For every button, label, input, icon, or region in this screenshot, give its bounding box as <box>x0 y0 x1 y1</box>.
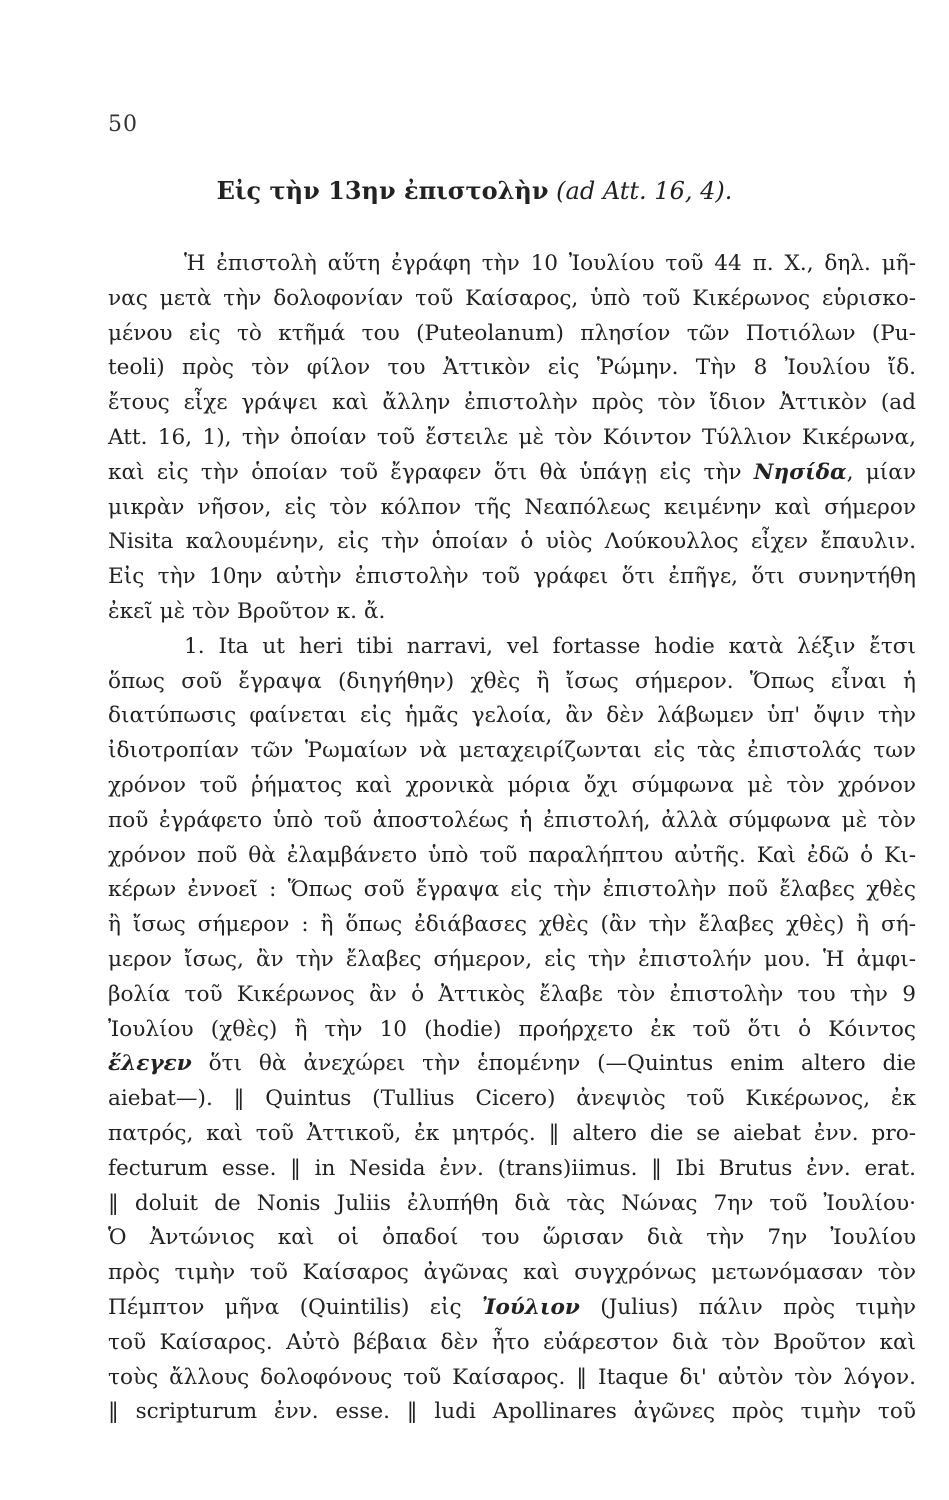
text-line <box>108 978 916 1013</box>
text-run: ἢ ἴσως σήμερον : ἢ ὅπως ἐδιάβασες χθὲς (ἂν τὴν ἔλαβες χθὲς) ἢ σή- <box>108 912 916 938</box>
text-line <box>108 734 916 769</box>
text-run: μερον ἴσως, ἂν τὴν ἔλαβες σήμερον, εἰς τὴν ἐπιστολήν μου. Ἡ ἀμφι- <box>108 946 916 972</box>
text-run: teoli) πρὸς τὸν φίλον του Ἀττικὸν εἰς Ῥώμην. Τὴν 8 Ἰουλίου ἴδ. <box>108 355 916 381</box>
text-line <box>108 1047 916 1082</box>
text-line <box>108 1187 916 1222</box>
text-line <box>108 247 916 282</box>
text-run: διατύπωσις φαίνεται εἰς ἡμᾶς γελοία, ἂν δὲν λάβωμεν ὑπ' ὄψιν τὴν <box>108 703 916 729</box>
page-number: 50 <box>108 112 138 137</box>
text-line <box>108 1082 916 1117</box>
text-run: χρόνον ποῦ θὰ ἐλαμβάνετο ὑπὸ τοῦ παραλήπτου αὐτῆς. Καὶ ἐδῶ ὁ Κι- <box>108 842 916 868</box>
text-line <box>108 804 916 839</box>
text-line <box>108 317 916 352</box>
text-run: ἰδιοτροπίαν τῶν Ῥωμαίων νὰ μεταχειρίζωνται εἰς τὰς ἐπιστολάς των <box>108 738 916 764</box>
text-run: ‖ scripturum ἐνν. esse. ‖ ludi Apollinares ἀγῶνες πρὸς τιμὴν τοῦ <box>108 1399 916 1425</box>
text-line <box>108 421 916 456</box>
section-heading <box>0 176 949 205</box>
text-line <box>108 908 916 943</box>
text-line <box>108 491 916 526</box>
text-run: Ἰουλίου (χθὲς) ἢ τὴν 10 (hodie) προήρχετο ἐκ τοῦ ὅτι ὁ Κόιντος <box>108 1016 916 1042</box>
text-line <box>108 839 916 874</box>
text-line <box>108 560 916 595</box>
text-run: , μίαν <box>846 459 916 485</box>
text-line <box>108 630 916 665</box>
text-line <box>108 1256 916 1291</box>
text-run: ὅπως σοῦ ἔγραψα (διηγήθην) χθὲς ἢ ἴσως σήμερον. Ὅπως εἶναι ἡ <box>108 668 916 694</box>
text-run: τοῦ Καίσαρος. Αὐτὸ βέβαια δὲν ἦτο εὐάρεστον διὰ τὸν Βροῦτον καὶ <box>108 1329 916 1355</box>
text-line <box>108 1291 916 1326</box>
text-run: πρὸς τιμὴν τοῦ Καίσαρος ἀγῶνας καὶ συγχρόνως μετωνόμασαν τὸν <box>108 1260 916 1286</box>
text-run: καὶ εἰς τὴν ὁποίαν τοῦ ἔγραφεν ὅτι θὰ ὑπάγῃ εἰς τὴν <box>108 459 754 485</box>
heading-reference: (ad Att. 16, 4). <box>556 177 733 205</box>
text-run: ποῦ ἐγράφετο ὑπὸ τοῦ ἀποστολέως ἡ ἐπιστολή, ἀλλὰ σύμφωνα μὲ τὸν <box>108 807 916 833</box>
text-run: ‖ doluit de Nonis Juliis ἐλυπήθη διὰ τὰς Νώνας 7ην τοῦ Ἰουλίου· <box>108 1190 916 1216</box>
text-run: (Julius) πάλιν πρὸς τιμὴν <box>579 1294 916 1320</box>
text-run: πατρός, καὶ τοῦ Ἀττικοῦ, ἐκ μητρός. ‖ altero die se aiebat ἐνν. pro- <box>108 1120 916 1146</box>
text-line <box>108 769 916 804</box>
text-run: Ὁ Ἀντώνιος καὶ οἱ ὀπαδοί του ὥρισαν διὰ τὴν 7ην Ἰουλίου <box>108 1225 916 1251</box>
text-line <box>108 1152 916 1187</box>
text-run: χρόνον τοῦ ῥήματος καὶ χρονικὰ μόρια ὄχι σύμφωνα μὲ τὸν χρόνον <box>108 772 916 798</box>
text-run: fecturum esse. ‖ in Nesida ἐνν. (trans)iimus. ‖ Ibi Brutus ἐνν. erat. <box>108 1155 916 1181</box>
text-line <box>108 1013 916 1048</box>
emphasized-word: Ἰούλιον <box>481 1294 580 1320</box>
text-line <box>108 386 916 421</box>
text-line <box>108 1395 916 1430</box>
text-run: ἔτους εἶχε γράψει καὶ ἄλλην ἐπιστολὴν πρὸς τὸν ἴδιον Ἀττικὸν (ad <box>108 390 916 416</box>
text-line <box>108 873 916 908</box>
text-run: Πέμπτον μῆνα (Quintilis) εἰς <box>108 1294 482 1320</box>
text-run: Εἰς τὴν 10ην αὐτὴν ἐπιστολὴν τοῦ γράφει ὅτι ἐπῆγε, ὅτι συνηντήθη <box>108 564 916 590</box>
text-line <box>108 282 916 317</box>
emphasized-word: ἔλεγεν <box>108 1051 192 1077</box>
text-line <box>108 1117 916 1152</box>
text-run: Ἡ ἐπιστολὴ αὕτη ἐγράφη τὴν 10 Ἰουλίου τοῦ 44 π. Χ., δηλ. μῆ- <box>184 251 916 276</box>
text-line <box>108 665 916 700</box>
text-line <box>108 351 916 386</box>
commentary-text <box>108 247 916 1430</box>
text-run: μικρὰν νῆσον, εἰς τὸν κόλπον τῆς Νεαπόλεως κειμένην καὶ σήμερον <box>108 494 916 520</box>
text-line <box>108 595 916 630</box>
text-run: aiebat—). ‖ Quintus (Tullius Cicero) ἀνεψιὸς τοῦ Κικέρωνος, ἐκ <box>108 1086 916 1112</box>
text-run: μένου εἰς τὸ κτῆμά του (Puteolanum) πλησίον τῶν Ποτιόλων (Pu- <box>108 320 916 346</box>
heading-title: Εἰς τὴν 13ην ἐπιστολὴν <box>216 176 549 205</box>
text-run: κέρων ἐννοεῖ : Ὅπως σοῦ ἔγραψα εἰς τὴν ἐπιστολὴν ποῦ ἔλαβες χθὲς <box>108 877 916 903</box>
text-run: τοὺς ἄλλους δολοφόνους τοῦ Καίσαρος. ‖ Itaque δι' αὐτὸν τὸν λόγον. <box>108 1364 916 1390</box>
text-line <box>108 525 916 560</box>
text-line <box>108 699 916 734</box>
text-line <box>108 1361 916 1396</box>
text-line <box>108 943 916 978</box>
text-line <box>108 1221 916 1256</box>
text-run: νας μετὰ τὴν δολοφονίαν τοῦ Καίσαρος, ὑπὸ τοῦ Κικέρωνος εὑρισκο- <box>108 285 916 311</box>
text-run: Att. 16, 1), τὴν ὁποίαν τοῦ ἔστειλε μὲ τὸν Κόιντον Τύλλιον Κικέρωνα, <box>108 424 916 450</box>
text-run: βολία τοῦ Κικέρωνος ἂν ὁ Ἀττικὸς ἔλαβε τὸν ἐπιστολὴν του τὴν 9 <box>108 981 916 1007</box>
text-run: ἐκεῖ μὲ τὸν Βροῦτον κ. ἄ. <box>108 598 386 624</box>
text-run: 1. Ita ut heri tibi narravi, vel fortasse hodie κατὰ λέξιν ἔτσι <box>184 633 916 659</box>
emphasized-word: Νησίδα <box>753 459 847 485</box>
text-line <box>108 1326 916 1361</box>
text-run: Nisita καλουμένην, εἰς τὴν ὁποίαν ὁ υἱὸς Λούκουλλος εἶχεν ἔπαυλιν. <box>108 529 916 555</box>
text-line <box>108 456 916 491</box>
text-run: ὅτι θὰ ἀνεχώρει τὴν ἑπομένην (—Quintus enim altero die <box>191 1051 916 1077</box>
